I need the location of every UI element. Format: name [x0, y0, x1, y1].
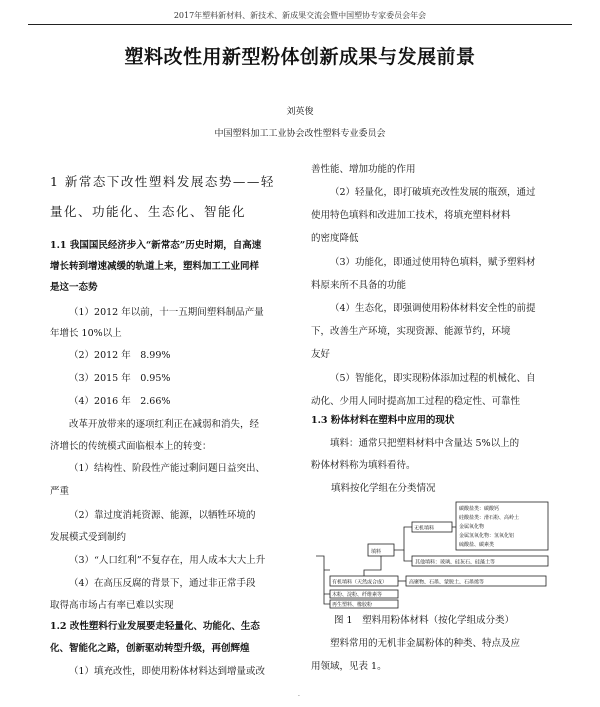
author: 刘英俊 — [286, 107, 314, 117]
diagram-connector — [324, 570, 330, 604]
diagram-connector — [316, 556, 324, 570]
diagram-label-a1: 碳酸盐类：碳酸钙 — [459, 506, 500, 512]
paragraph-line: 发展模式受到制约 — [50, 532, 127, 543]
diagram-label-a2: 硅酸盐类：滑石粉、高岭土 — [459, 515, 520, 521]
paragraph-line: （4）2016 年 2.66% — [69, 396, 171, 407]
paragraph-line: 善性能、增加功能的作用 — [311, 164, 416, 175]
paragraph-line: （3）2015 年 0.95% — [69, 373, 171, 384]
paragraph-line: （2）轻量化，即打破填充改性发展的瓶颈，通过 — [330, 187, 536, 198]
running-header: 2017年塑料新材料、新技术、新成果交流会暨中国塑协专家委员会年会 — [173, 11, 427, 20]
paragraph-line: 用领域，见表 1。 — [311, 661, 387, 672]
paragraph-line: （1）2012 年以前，十一五期间塑料制品产量 — [69, 307, 264, 318]
paragraph-line: 年增长 10%以上 — [50, 328, 122, 339]
subheading-1-3: 1.3 粉体材料在塑料中应用的现状 — [311, 415, 455, 426]
paper-title: 塑料改性用新型粉体创新成果与发展前景 — [124, 46, 476, 68]
paragraph-line: 严重 — [50, 486, 70, 497]
subheading-1-1: 1.1 我国国民经济步入“新常态”历史时期，自高速 — [50, 240, 262, 251]
paragraph-line: 填料：通常只把塑料材料中含量达 5%以上的 — [330, 438, 520, 449]
paragraph-line: 动化、少用人同时提高加工过程的稳定性、可靠性 — [311, 396, 521, 407]
paragraph-line: （3）功能化，即通过使用特色填料，赋予塑料材 — [330, 257, 536, 268]
paragraph-line: （2）靠过度消耗资源、能源，以牺牲环境的 — [69, 510, 256, 521]
paragraph-line: 改革开放带来的逐项红利正在减弱和消失，经 — [69, 419, 260, 430]
figure-top-caption: 填料按化学组在分类情况 — [331, 483, 436, 494]
paragraph-line: 塑料常用的无机非金属粉体的种类、特点及应 — [330, 638, 521, 649]
figure-caption: 图 1 塑料用粉体材料（按化学组成分类） — [334, 615, 515, 626]
affiliation: 中国塑料加工工业协会改性塑料专业委员会 — [214, 129, 386, 139]
section-heading-1: 1 新常态下改性塑料发展态势——轻 — [50, 174, 275, 189]
paragraph-line: 使用特色填料和改进加工技术，将填充塑料材料 — [311, 210, 511, 221]
paragraph-line: 的密度降低 — [311, 233, 359, 244]
paragraph-line: 料原来所不具备的功能 — [311, 280, 407, 291]
diagram-label-root: 填料 — [371, 549, 382, 555]
diagram-connector — [404, 550, 412, 561]
paragraph-line: （4）在高压反腐的背景下，通过非正常手段 — [69, 578, 256, 589]
section-heading-1-cont: 量化、功能化、生态化、智能化 — [50, 204, 247, 219]
diagram-label-mid: 其他填料：玻璃、硅灰石、硅藻土等 — [415, 559, 496, 566]
paragraph-line: （2）2012 年 8.99% — [69, 350, 171, 361]
diagram-label-b2: 再生塑料、橡胶粉 — [332, 602, 373, 608]
filler-classification-diagram — [316, 500, 552, 612]
paragraph-line: （5）智能化，即实现粉体添加过程的机械化、自 — [330, 373, 536, 384]
paragraph-line: 取得高市场占有率已难以实现 — [50, 600, 174, 611]
diagram-label-b1: 木粉、淀粉、纤维素等 — [332, 592, 383, 598]
paragraph-line: 济增长的传统模式面临根本上的转变： — [50, 441, 212, 452]
paragraph-line: 友好 — [311, 349, 331, 360]
diagram-connector — [394, 527, 412, 550]
paragraph-line: （1）填充改性，即使用粉体材料达到增量或改 — [69, 666, 266, 677]
paragraph-line: （4）生态化，即强调使用粉体材料安全性的前提 — [330, 303, 536, 314]
paragraph-line: 下，改善生产环境，实现资源、能源节约，环境 — [311, 326, 511, 337]
diagram-label-inorganic: 无机填料 — [414, 525, 435, 532]
subheading-1-2-cont: 化、智能化之路，创新驱动转型升级，再创辉煌 — [50, 643, 250, 654]
diagram-label-a5: 硫酸盐、碳素类 — [459, 542, 495, 548]
paragraph-line: （1）结构性、阶段性产能过剩问题日益突出、 — [69, 463, 266, 474]
diagram-label-a4: 金属氢氧化物：氢氧化铝 — [459, 533, 515, 539]
diagram-label-b3: 高聚物、石墨、蒙脱土、石墨烯等 — [409, 579, 485, 586]
subheading-1-1-cont2: 是这一态势 — [50, 282, 98, 293]
diagram-label-a3: 金属氧化物 — [459, 524, 485, 530]
paragraph-line: （3）“人口红利”不复存在，用人成本大大上升 — [69, 555, 266, 566]
page-footer-mark: · — [298, 693, 300, 700]
paragraph-line: 粉体材料称为填料看待。 — [311, 460, 416, 471]
header-rule — [28, 24, 572, 25]
diagram-connector — [364, 556, 381, 576]
diagram-label-organic: 有机填料（天然或合成） — [332, 579, 388, 586]
subheading-1-1-cont: 增长转到增速减缓的轨道上来，塑料加工工业同样 — [50, 261, 260, 272]
subheading-1-2: 1.2 改性塑料行业发展要走轻量化、功能化、生态 — [50, 621, 260, 632]
